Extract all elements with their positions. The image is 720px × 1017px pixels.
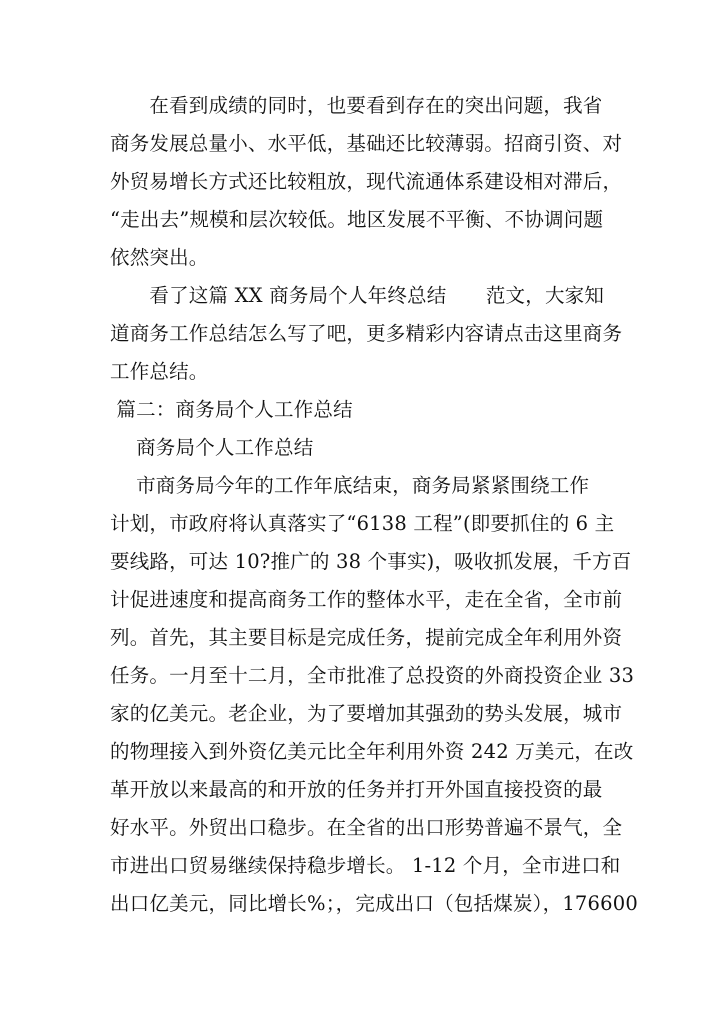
text-line: 的物理接入到外资亿美元比全年利用外资 242 万美元，在改 xyxy=(110,740,634,763)
text-line: 道商务工作总结怎么写了吧，更多精彩内容请点击这里商务 xyxy=(110,322,623,345)
text-line: 工作总结。 xyxy=(110,360,209,383)
text-line: 出口亿美元，同比增长%；，完成出口（包括煤炭），176600 xyxy=(110,892,638,915)
text-line: 外贸易增长方式还比较粗放，现代流通体系建设相对滞后， xyxy=(110,170,623,193)
text-line: 商务发展总量小、水平低，基础还比较薄弱。招商引资、对 xyxy=(110,132,623,155)
text-line: 在看到成绩的同时，也要看到存在的突出问题，我省 xyxy=(110,94,603,117)
text-line: 计促进速度和提高商务工作的整体水平，走在全省，全市前 xyxy=(110,588,623,611)
text-line: 市商务局今年的工作年底结束，商务局紧紧围绕工作 xyxy=(110,474,590,497)
text-line: 计划，市政府将认真落实了“6138 工程”(即要抓住的 6 主 xyxy=(110,512,615,535)
text-line: 任务。一月至十二月，全市批准了总投资的外商投资企业 33 xyxy=(110,664,635,687)
text-line: 看了这篇 XX 商务局个人年终总结 范文，大家知 xyxy=(110,284,605,307)
text-line: 市进出口贸易继续保持稳步增长。 1-12 个月，全市进口和 xyxy=(110,854,621,877)
section-subheading: 商务局个人工作总结 xyxy=(110,436,314,459)
section-heading: 篇二：商务局个人工作总结 xyxy=(110,398,353,421)
text-line: 革开放以来最高的和开放的任务并打开外国直接投资的最 xyxy=(110,778,603,801)
text-line: “走出去”规模和层次较低。地区发展不平衡、不协调问题 xyxy=(110,208,604,231)
text-line: 家的亿美元。老企业，为了要增加其强劲的势头发展，城市 xyxy=(110,702,623,725)
text-line: 依然突出。 xyxy=(110,246,209,269)
text-line: 要线路，可达 10?推广的 38 个事实)，吸收抓发展，千方百 xyxy=(110,550,632,573)
text-line: 好水平。外贸出口稳步。在全省的出口形势普遍不景气，全 xyxy=(110,816,623,839)
text-line: 列。首先，其主要目标是完成任务，提前完成全年利用外资 xyxy=(110,626,623,649)
